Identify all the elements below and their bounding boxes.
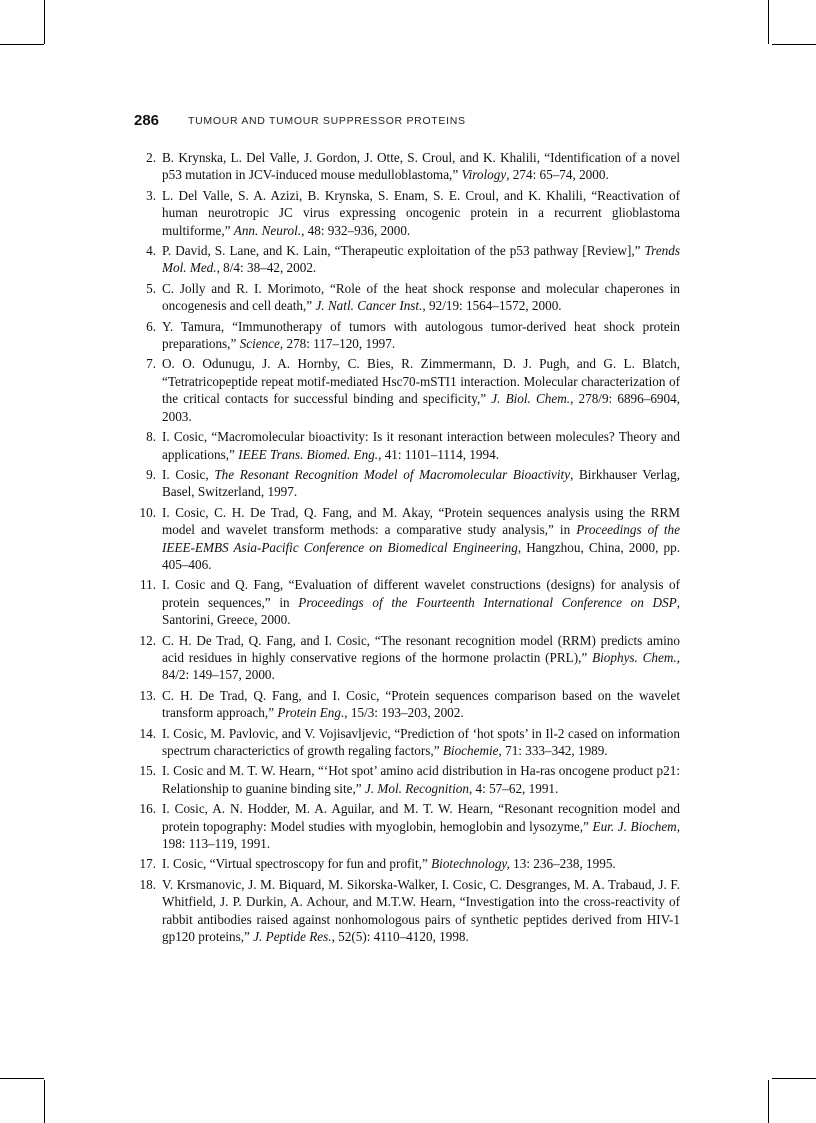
- reference-source-italic: Protein Eng.: [277, 705, 345, 721]
- reference-source-italic: Biotechnology,: [431, 856, 510, 872]
- reference-item: [134, 187, 680, 239]
- reference-text-segment: , 15/3: 193–203, 2002.: [344, 705, 464, 721]
- reference-text-segment: I. Cosic, “Macromolecular bioactivity: Is it resonant interaction between molecules? Theory and applications,”: [162, 429, 680, 462]
- reference-text-segment: , 274: 65–74, 2000.: [506, 167, 609, 183]
- reference-item: [134, 762, 680, 797]
- reference-number: 13.: [139, 687, 156, 703]
- reference-text-segment: L. Del Valle, S. A. Azizi, B. Krynska, S. Enam, S. E. Croul, and K. Khalili, “Reactivation of human neurotropic JC virus expressing oncogenic protein in a recurrent glioblastoma multiforme,”: [162, 187, 680, 238]
- reference-number: 2.: [146, 150, 156, 165]
- reference-number: 15.: [139, 763, 156, 779]
- reference-number: 8.: [146, 429, 156, 445]
- reference-text-segment: O. O. Odunugu, J. A. Hornby, C. Bies, R. Zimmermann, D. J. Pugh, and G. L. Blatch, “Tetratricopeptide repeat motif-mediated Hsc70-mSTI1 interaction. Molecular characterization of the critical contacts for successful binding and specificity,”: [162, 356, 680, 407]
- crop-mark-bottom-left-horizontal: [0, 1078, 44, 1079]
- crop-mark-bottom-right-vertical: [768, 1080, 769, 1123]
- reference-text: [162, 319, 680, 351]
- reference-number: 5.: [146, 280, 156, 296]
- reference-item: [134, 576, 680, 628]
- reference-text-segment: I. Cosic, M. Pavlovic, and V. Vojisavljevic, “Prediction of ‘hot spots’ in Il-2 cased on information spectrum characterictics of growth regaling factors,”: [162, 725, 680, 758]
- reference-item: [134, 687, 680, 722]
- reference-item: [134, 280, 680, 315]
- reference-text-segment: , 41: 1101–1114, 1994.: [378, 446, 499, 462]
- reference-text: [162, 726, 680, 758]
- reference-text: [162, 688, 680, 720]
- crop-mark-top-left-vertical: [44, 0, 45, 44]
- reference-text-segment: Y. Tamura, “Immunotherapy of tumors with autologous tumor-derived heat shock protein preparations,”: [162, 318, 680, 352]
- reference-item: [134, 318, 680, 353]
- reference-text: [162, 356, 680, 423]
- reference-number: 9.: [146, 466, 156, 482]
- reference-source-italic: Ann. Neurol.: [233, 222, 302, 238]
- reference-text: [162, 763, 680, 795]
- reference-text-segment: I. Cosic and Q. Fang, “Evaluation of different wavelet constructions (designs) for analysis of protein sequences,” in: [162, 577, 680, 610]
- reference-text-segment: , 52(5): 4110–4120, 1998.: [331, 929, 469, 945]
- reference-item: [134, 725, 680, 760]
- reference-number: 18.: [139, 876, 156, 892]
- reference-text-segment: I. Cosic, C. H. De Trad, Q. Fang, and M. Akay, “Protein sequences analysis using the RRM model and wavelet transform methods: a comparative study analysis,” in: [162, 504, 680, 538]
- reference-source-italic: Virology: [461, 167, 507, 183]
- reference-list: [134, 149, 680, 948]
- reference-number: 10.: [139, 504, 156, 520]
- reference-text-segment: P. David, S. Lane, and K. Lain, “Therapeutic exploitation of the p53 pathway [Review],”: [162, 243, 645, 259]
- reference-text-segment: V. Krsmanovic, J. M. Biquard, M. Sikorska-Walker, I. Cosic, C. Desgranges, M. A. Trabaud, J. F. Whitfield, J. P. Durkin, A. Achour, and M.T.W. Hearn, “Investigation into the cross-reactivity of rabbit antibodies raised against nonhomologous pairs of synthetic peptides derived from HIV-1 gp120 proteins,”: [162, 876, 680, 945]
- reference-text-segment: , Birkhauser Verlag, Basel, Switzerland, 1997.: [162, 466, 681, 500]
- reference-text: [162, 429, 680, 461]
- reference-source-italic: Biophys. Chem.: [592, 649, 677, 665]
- reference-item: [134, 504, 680, 574]
- crop-mark-top-right-vertical: [768, 0, 769, 44]
- reference-item: [134, 876, 680, 946]
- reference-text-segment: I. Cosic, A. N. Hodder, M. A. Aguilar, and M. T. W. Hearn, “Resonant recognition model and protein topography: Model studies with myoglobin, hemoglobin and lysozyme,”: [162, 801, 680, 834]
- reference-source-italic: J. Mol. Recognition: [364, 780, 469, 796]
- reference-item: [134, 800, 680, 852]
- reference-text-segment: I. Cosic and M. T. W. Hearn, “‘Hot spot’ amino acid distribution in Ha-ras oncogene product p21: Relationship to guanine binding site,”: [162, 763, 680, 796]
- reference-source-italic: IEEE Trans. Biomed. Eng.: [238, 446, 379, 462]
- reference-text-segment: , 92/19: 1564–1572, 2000.: [422, 298, 562, 314]
- crop-mark-top-left-horizontal: [0, 44, 44, 45]
- reference-item: [134, 466, 680, 501]
- running-title: TUMOUR AND TUMOUR SUPPRESSOR PROTEINS: [188, 115, 466, 127]
- reference-number: 12.: [139, 632, 156, 648]
- reference-text-segment: , 4: 57–62, 1991.: [468, 780, 559, 796]
- reference-text-segment: , 48: 932–936, 2000.: [301, 222, 411, 238]
- reference-item: [134, 428, 680, 463]
- reference-text: [162, 577, 680, 627]
- reference-text-segment: C. H. De Trad, Q. Fang, and I. Cosic, “The resonant recognition model (RRM) predicts amino acid residues in highly conservative regions of the hormone prolactin (PRL),”: [162, 632, 680, 665]
- reference-source-italic: J. Peptide Res.: [253, 929, 332, 945]
- reference-number: 6.: [146, 318, 156, 334]
- reference-text: [162, 505, 680, 572]
- reference-number: 7.: [146, 356, 156, 372]
- reference-item: [134, 242, 680, 277]
- reference-text-segment: , 84/2: 149–157, 2000.: [162, 649, 680, 683]
- reference-text-segment: , 278/9: 6896–6904, 2003.: [162, 391, 681, 424]
- reference-text-segment: I. Cosic,: [162, 466, 215, 482]
- reference-number: 14.: [139, 725, 156, 741]
- reference-text-segment: I. Cosic, “Virtual spectroscopy for fun and profit,”: [162, 856, 432, 872]
- reference-number: 3.: [146, 187, 156, 203]
- reference-text: [162, 856, 616, 871]
- reference-text: [162, 877, 680, 944]
- reference-text: [162, 188, 680, 238]
- reference-item: [134, 632, 680, 684]
- reference-item: [134, 355, 680, 425]
- reference-item: [134, 855, 680, 872]
- reference-text: [162, 801, 680, 851]
- reference-text: [162, 243, 680, 275]
- crop-mark-bottom-right-horizontal: [772, 1078, 816, 1079]
- reference-source-italic: Proceedings of the Fourteenth International Conference on DSP: [298, 594, 677, 610]
- reference-source-italic: Biochemie: [442, 743, 499, 758]
- page-header: [134, 110, 694, 132]
- crop-mark-top-right-horizontal: [772, 44, 816, 45]
- reference-text: [162, 281, 680, 313]
- reference-text-segment: , 278: 117–120, 1997.: [279, 336, 396, 352]
- reference-source-italic: The Resonant Recognition Model of Macromolecular Bioactivity: [214, 466, 571, 482]
- reference-text-segment: , Hangzhou, China, 2000, pp. 405–406.: [162, 539, 680, 572]
- reference-text-segment: , 8/4: 38–42, 2002.: [216, 260, 317, 276]
- reference-source-italic: J. Biol. Chem.: [491, 391, 571, 407]
- reference-item: [134, 149, 680, 184]
- reference-number: 16.: [139, 801, 156, 817]
- reference-text-segment: , 198: 113–119, 1991.: [162, 818, 680, 852]
- reference-text: [162, 633, 680, 683]
- crop-mark-bottom-left-vertical: [44, 1080, 45, 1123]
- page-number: 286: [134, 112, 160, 129]
- reference-source-italic: Trends Mol. Med.: [162, 243, 680, 276]
- reference-source-italic: Proceedings of the IEEE-EMBS Asia-Pacific Conference on Biomedical Engineering: [162, 522, 680, 555]
- reference-text-segment: , 71: 333–342, 1989.: [498, 743, 608, 758]
- reference-text-segment: C. Jolly and R. I. Morimoto, “Role of the heat shock response and molecular chaperones in oncogenesis and cell death,”: [162, 280, 680, 314]
- reference-text-segment: , Santorini, Greece, 2000.: [162, 594, 680, 628]
- reference-text: [162, 150, 680, 182]
- reference-number: 17.: [139, 856, 156, 872]
- reference-source-italic: Science: [239, 336, 280, 352]
- reference-text-segment: 13: 236–238, 1995.: [509, 856, 616, 872]
- reference-text-segment: C. H. De Trad, Q. Fang, and I. Cosic, “Protein sequences comparison based on the wavelet transform approach,”: [162, 687, 680, 721]
- reference-number: 4.: [146, 243, 156, 259]
- reference-text: [162, 467, 680, 499]
- reference-source-italic: Eur. J. Biochem: [592, 818, 677, 834]
- reference-number: 11.: [140, 577, 156, 593]
- reference-source-italic: J. Natl. Cancer Inst.: [315, 298, 423, 314]
- reference-text-segment: B. Krynska, L. Del Valle, J. Gordon, J. Otte, S. Croul, and K. Khalili, “Identification of a novel p53 mutation in JCV-induced mouse medulloblastoma,”: [162, 150, 680, 183]
